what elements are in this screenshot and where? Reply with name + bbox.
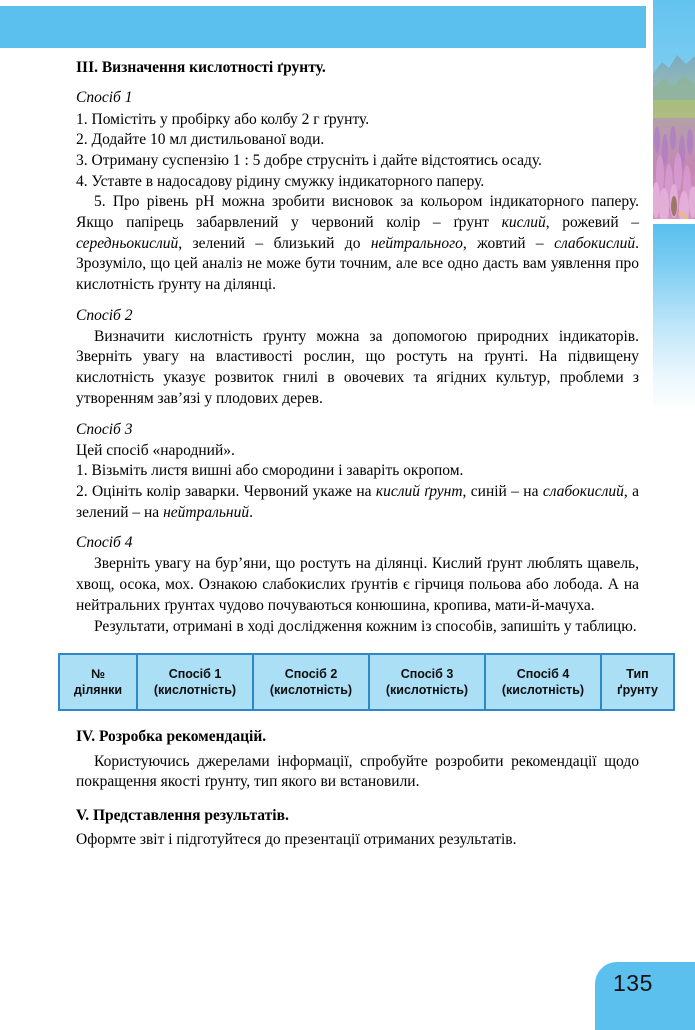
- step5-em-slabokyslyi: слабокислий: [554, 234, 636, 252]
- step5-em-kyslyi: кислий: [501, 213, 546, 231]
- th-2-line-2: (кислотність): [269, 683, 353, 698]
- results-table-wrapper: [73, 653, 658, 711]
- table-row: [59, 654, 674, 710]
- th-1-line-1: Спосіб 1: [168, 667, 222, 682]
- table-header-soil-type: [601, 654, 674, 710]
- top-accent-bar: [0, 6, 646, 48]
- method-3-line-2: 1. Візьміть листя вишні або смородини і заваріть окропом.: [76, 462, 464, 480]
- page-content: [73, 58, 658, 851]
- method-1-step-2: 2. Додайте 10 мл дистильованої води.: [76, 131, 325, 149]
- step5-text-e: . Зрозуміло, що цей аналіз не може бути точним, але все одно дасть вам уявлення про кислотність ґрунту на ділянці.: [76, 234, 640, 294]
- step5-em-serednokyslyi: середньокислий: [76, 234, 179, 252]
- spacer: [76, 793, 639, 806]
- m3-em-neitralnyi: нейтральний: [163, 503, 250, 521]
- method-1-step-4: 4. Уставте в надосадову рідину смужку індикаторного паперу.: [76, 172, 485, 190]
- m3-text-c: , а зелений – на: [76, 483, 639, 521]
- th-0-line-2: ділянки: [73, 683, 123, 698]
- blue-fade-strip: [653, 224, 695, 410]
- table-header-plot-number: [59, 654, 137, 710]
- table-header-method-3: [369, 654, 485, 710]
- method-3-line-3: [76, 482, 639, 523]
- method-1-step-1: 1. Помістіть у пробірку або колбу 2 г ґрунту.: [76, 110, 370, 128]
- th-3-line-1: Спосіб 3: [400, 667, 454, 682]
- method-3-title: Спосіб 3: [76, 420, 133, 438]
- table-header-method-1: [137, 654, 253, 710]
- method-2-text: Визначити кислотність ґрунту можна за допомогою природних індикаторів. Зверніть увагу на властивості рослин, що ростуть на ґрунті. На підвищену кислотність указує розвиток гнилі в овочевих та ягідних культур, проблеми з утворенням зав’язі у плодових дерев.: [76, 327, 639, 407]
- section-iii-closing: Результати, отримані в ході дослідження кожним із способів, запишіть у таблицю.: [94, 617, 637, 635]
- th-4-line-1: Спосіб 4: [516, 667, 570, 682]
- section-heading-v: V. Представлення результатів.: [76, 807, 289, 825]
- m3-em-slabokyslyi: слабокислий: [542, 483, 624, 500]
- section-iv-text: Користуючись джерелами інформації, спробуйте розробити рекомендації щодо покращення якості ґрунту, тип якого ви встановили.: [76, 752, 639, 791]
- table-header-method-2: [253, 654, 369, 710]
- method-3-line-1: Цей спосіб «народний».: [76, 441, 235, 459]
- method-4-text: Зверніть увагу на бур’яни, що ростуть на ділянці. Кислий ґрунт люблять щавель, хвощ, осока, мох. Ознакою слабокислих ґрунтів є гірчиця польова або лобода. А на нейтральних ґрунтах чудово почуваються конюшина, кропива, мати-й-мачуха.: [76, 555, 639, 614]
- step5-text-d: , жовтий –: [462, 234, 555, 252]
- method-1-step-5: [76, 192, 639, 295]
- step5-text-c: , зелений – близький до: [178, 234, 371, 252]
- th-3-line-2: (кислотність): [385, 683, 469, 698]
- m3-text-d: .: [249, 503, 253, 521]
- section-heading-iii: III. Визначення кислотності ґрунту.: [76, 59, 326, 76]
- method-1-title: Спосіб 1: [76, 89, 133, 107]
- lavender-field-photo: [653, 0, 695, 219]
- m3-em-kyslyi-grunt: кислий ґрунт: [375, 483, 463, 500]
- th-5-line-2: ґрунту: [617, 683, 658, 698]
- method-4-title: Спосіб 4: [76, 534, 133, 552]
- page-number: 135: [613, 970, 653, 996]
- step5-text-a: 5. Про рівень рН можна зробити висновок за кольором індикаторного паперу. Якщо папірець забарвлений у червоний колір – ґрунт: [76, 193, 639, 231]
- step5-text-b: , рожевий –: [545, 213, 639, 231]
- section-heading-iv: IV. Розробка рекомендацій.: [76, 728, 267, 746]
- results-table: [58, 653, 675, 711]
- th-4-line-2: (кислотність): [501, 683, 585, 698]
- th-5-line-1: Тип: [626, 667, 649, 682]
- th-2-line-1: Спосіб 2: [284, 667, 338, 682]
- m3-text-b: , синій – на: [462, 483, 543, 500]
- m3-text-a: 2. Оцініть колір заварки. Червоний укаже на: [76, 483, 376, 500]
- th-0-line-1: №: [91, 667, 105, 682]
- table-header-method-4: [485, 654, 601, 710]
- page-number-badge: [595, 962, 695, 1030]
- method-1-step-3: 3. Отриману суспензію 1 : 5 добре струсніть і дайте відстоятись осаду.: [76, 151, 542, 169]
- method-2-title: Спосіб 2: [76, 306, 133, 324]
- step5-em-neitralnoho: нейтрального: [370, 234, 463, 252]
- th-1-line-2: (кислотність): [153, 683, 237, 698]
- section-v-text: Оформте звіт і підготуйтеся до презентації отриманих результатів.: [76, 831, 517, 849]
